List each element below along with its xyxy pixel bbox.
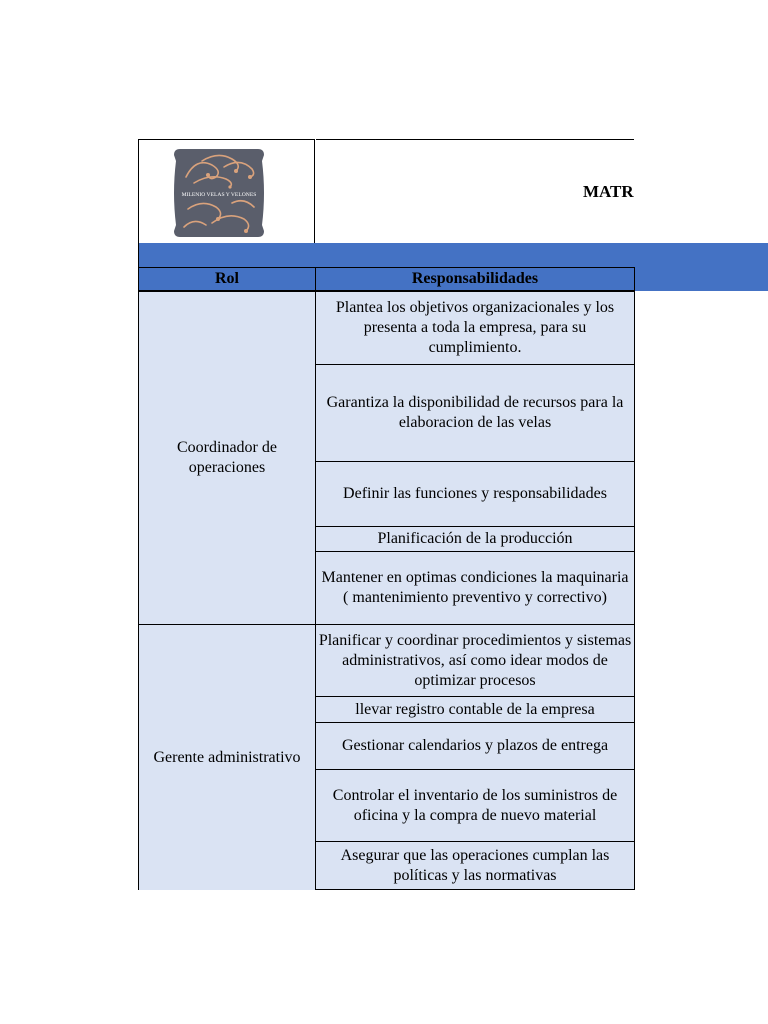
header-row (138, 139, 768, 243)
responsibility-cell: Definir las funciones y responsabilidades (315, 461, 635, 527)
responsibility-cell: Planificación de la producción (315, 526, 635, 552)
responsibility-cell: Plantea los objetivos organizacionales y los presenta a toda la empresa, para su cumplimiento. (315, 291, 635, 365)
responsibility-cell: Garantiza la disponibilidad de recursos para la elaboracion de las velas (315, 364, 635, 462)
responsibility-cell: llevar registro contable de la empresa (315, 696, 635, 723)
page-title: MATR (583, 182, 634, 201)
responsibility-cell: Gestionar calendarios y plazos de entrega (315, 722, 635, 770)
column-header-rol: Rol (138, 267, 316, 291)
role-cell: Gerente administrativo (138, 624, 316, 890)
logo-cell (138, 139, 315, 243)
header-band-extension (634, 243, 768, 291)
logo-text: MILENIO VELAS Y VELONES (181, 192, 257, 198)
responsibility-cell: Mantener en optimas condiciones la maquinaria ( mantenimiento preventivo y correctivo) (315, 551, 635, 625)
responsibility-cell: Asegurar que las operaciones cumplan las políticas y las normativas (315, 841, 635, 890)
responsibility-cell: Controlar el inventario de los suministros de oficina y la compra de nuevo material (315, 769, 635, 842)
responsibility-cell: Planificar y coordinar procedimientos y sistemas administrativos, así como idear modos de optimizar procesos (315, 624, 635, 697)
column-header-responsabilidades: Responsabilidades (315, 267, 635, 291)
company-logo (172, 147, 266, 239)
role-cell: Coordinador de operaciones (138, 291, 316, 625)
title-cell (316, 139, 634, 243)
